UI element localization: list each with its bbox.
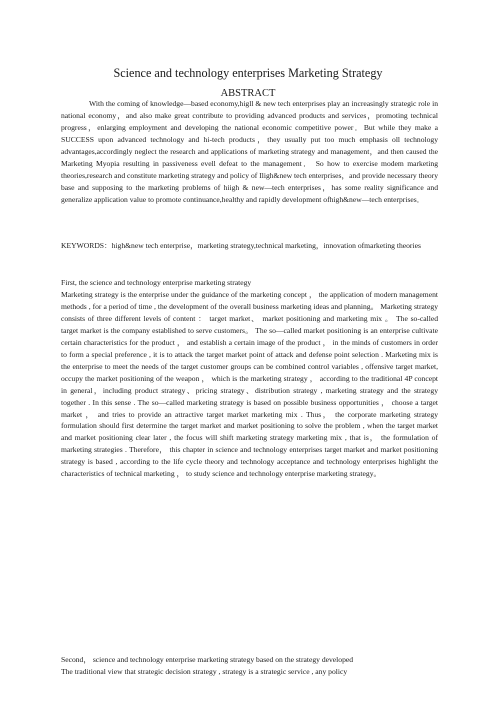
section-paragraph-first: Marketing strategy is the enterprise under the guidance of the marketing concept ， the application of modern management methods , for a period of time , the development of the overall business marketing ideas and planning。 Marketing strategy consists of three different levels of content ： target market、 market positioning and marketing mix 。 The so-called target market is the company established to serve customers。 The so—called market positioning is an enterprise cultivate certain characteristics for the product ， and establish a certain image of the product ， in the minds of customers in order to form a special preference , it is to attack the target market point of attack and defense point selection . Marketing mix is the enterprise to meet the needs of the target customer groups can be combined control variables , offensive target market, occupy the market positioning of the weapon ， which is the marketing strategy ， according to the traditional 4P concept in general，including product strategy、pricing strategy、distribution strategy , marketing strategy and the strategy together . In this sense . The so—called marketing strategy is based on possible business opportunities ， choose a target market ， and tries to provide an attractive target market marketing mix . Thus， the corporate marketing strategy formulation should first determine the target market and market positioning to solve the problem , when the target market and market positioning clear later , the focus will shift marketing strategy marketing mix , that is， the formulation of marketing strategies . Therefore， this chapter in science and technology enterprises target market and market positioning strategy is based , according to the life cycle theory and technology acceptance and technology enterprises highlight the characteristics of technical marketing ， to study science and technology enterprise marketing strategy。 — [61, 290, 438, 479]
keywords-paragraph: KEYWORDS：high&new tech enterprise，marketing strategy,technical marketing，innovation ofmarketing theories — [61, 241, 421, 250]
section-paragraph-second: The traditional view that strategic decision strategy , strategy is a strategic service , any policy — [61, 667, 348, 676]
section-heading-first: First, the science and technology enterprise marketing strategy — [61, 278, 252, 287]
abstract-paragraph: With the coming of knowledge—based economy,higll & new tech enterprises play an increasingly strategic role in national economy，and also make great contribute to providing advanced products and services，promoting technical progress，enlarging employment and developing the national economic competitive power．But while they make a SUCCESS upon advanced technology and hi-tech products，they usually put too much emphasis oll technology advantages,accordingly neglect the research and applications of marketing strategy and management，and then caused the Marketing Myopia resulting in passiveness evell defeat to the management． So how to exercise modem marketing theories,research and constitute marketing strategy and policy of Iligh&new tech enterprises，and provide necessary theory base and supposing to the marketing problems of hiigh & new—tech enterprises，has some reality significance and generalize application value to promote continuance,healthy and rapidly development ofhigh&new—tech enterprises． — [61, 99, 438, 204]
section-heading-second: Second， science and technology enterprise marketing strategy based on the strategy developed — [61, 655, 354, 664]
document-title: Science and technology enterprises Marketing Strategy — [113, 66, 383, 80]
abstract-heading: ABSTRACT — [220, 88, 276, 99]
